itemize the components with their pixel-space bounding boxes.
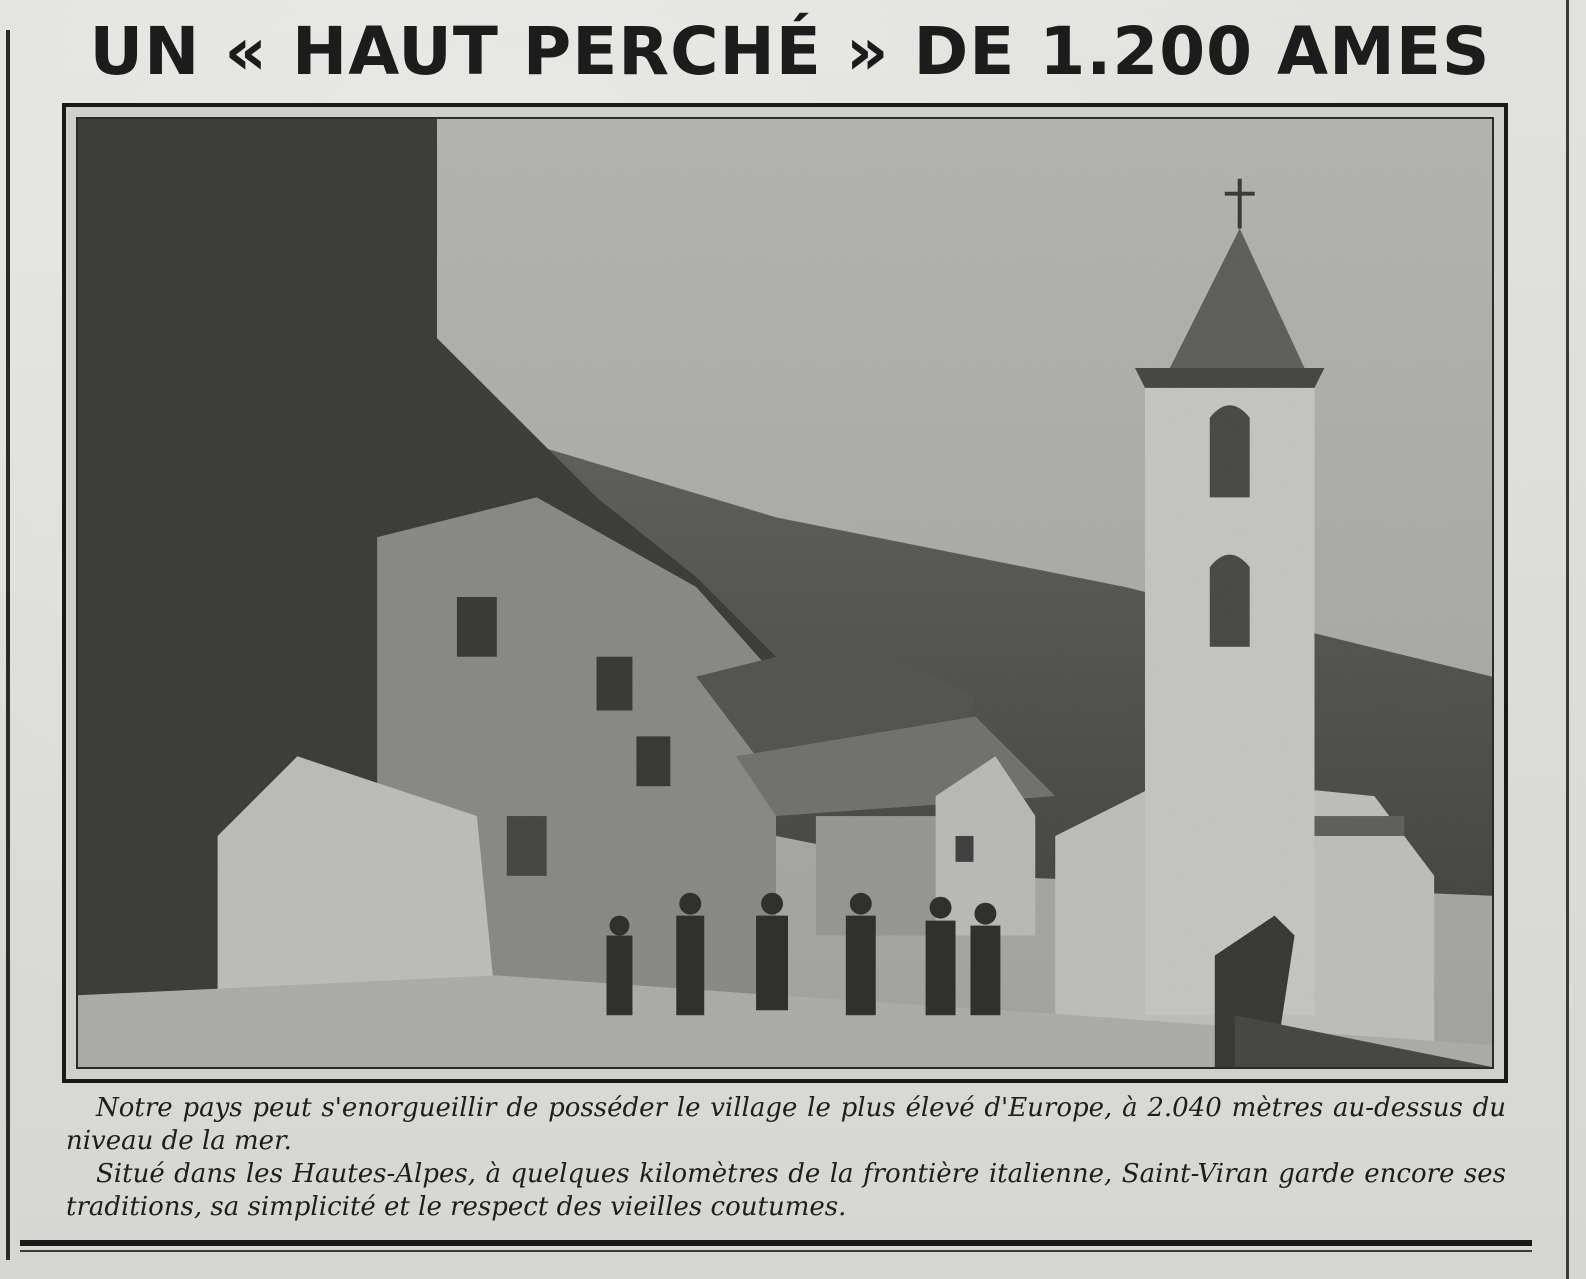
- section-divider-thin: [20, 1250, 1532, 1252]
- village-photograph: [76, 117, 1494, 1069]
- photo-frame: [62, 103, 1508, 1083]
- section-divider-thick: [20, 1240, 1532, 1246]
- village-photo-illustration: [78, 119, 1492, 1067]
- column-rule-right: [1566, 0, 1569, 1279]
- caption-paragraph-2: Situé dans les Hautes-Alpes, à quelques kilomètres de la frontière italienne, Saint-Viran garde encore ses traditions, sa simplicité et le respect des vieilles coutumes.: [66, 1159, 1506, 1222]
- photo-caption: [66, 1092, 1506, 1227]
- column-rule-left: [6, 30, 10, 1260]
- article-headline: UN « HAUT PERCHÉ » DE 1.200 AMES: [89, 13, 1491, 90]
- caption-paragraph-1: Notre pays peut s'enorgueillir de posséder le village le plus élevé d'Europe, à 2.040 mètres au-dessus du niveau de la mer.: [66, 1093, 1506, 1156]
